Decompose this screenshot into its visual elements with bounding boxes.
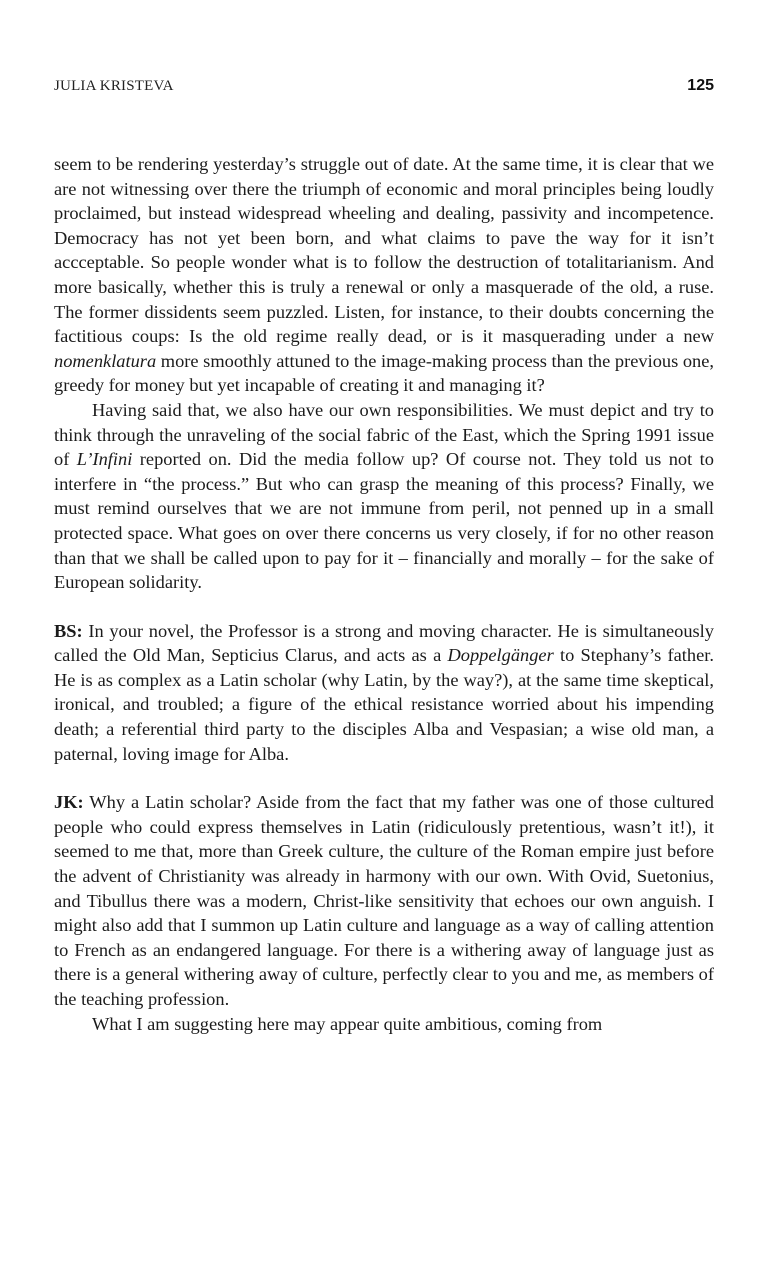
paragraph-continuation (54, 152, 714, 398)
page-number: 125 (687, 77, 714, 94)
speaker-label: JK: (54, 792, 84, 813)
journal-title: L’Infini (76, 449, 133, 470)
paragraph-text: Having said that, we also have our own responsibilities. We must depict and try to think through the unraveling of the social fabric of the East, which the Spring 1991 issue of (54, 399, 714, 470)
question-bs (54, 619, 714, 767)
italic-term: Doppelgänger (447, 645, 554, 666)
body-text (54, 152, 714, 1036)
paragraph-responsibilities (54, 398, 714, 595)
paragraph-text: to Stephany’s father. He is as complex as a Latin scholar (why Latin, by the way?), at the same time skeptical, ironical, and troubled; a figure of the ethical resistance worried about his impending death; a referential third party to the disciples Alba and Vespasian; a wise old man, a paternal, loving image for Alba. (54, 645, 714, 764)
speaker-label: BS: (54, 620, 83, 641)
italic-term: nomenklatura (54, 350, 157, 371)
paragraph-text: Why a Latin scholar? Aside from the fact that my father was one of those cultured people who could express themselves in Latin (ridiculously pretentious, wasn’t it!), it seemed to me that, more than Greek culture, the culture of the Roman empire just before the advent of Christianity was already in harmony with our own. With Ovid, Suetonius, and Tibullus there was a modern, Christ-like sensitivity that echoes our own anguish. I might also add that I summon up Latin culture and language as a way of calling attention to French as an endangered language. For there is a withering away of language just as there is a general withering away of culture, perfectly clear to you and me, as members of the teaching profession. (54, 792, 714, 1009)
answer-jk (54, 790, 714, 1011)
paragraph-text: In your novel, the Professor is a strong and moving character. He is simultaneously called the Old Man, Septicius Clarus, and acts as a (54, 620, 714, 666)
running-head (54, 78, 714, 100)
paragraph-text: seem to be rendering yesterday’s struggle out of date. At the same time, it is clear that we are not witnessing over there the triumph of economic and moral principles being loudly proclaimed, but instead widespread wheeling and dealing, passivity and incompetence. Democracy has not yet been born, and what claims to pave the way for it isn’t accceptable. So people wonder what is to follow the destruction of totalitarianism. And more basically, whether this is truly a renewal or only a masquerade of the old, a ruse. The former dissidents seem puzzled. Listen, for instance, to their doubts concerning the factitious coups: Is the old regime really dead, or is it masquerading under a new (54, 154, 714, 347)
running-title: JULIA KRISTEVA (54, 78, 174, 94)
paragraph-text: more smoothly attuned to the image-making process than the previous one, greedy for money but yet incapable of creating it and managing it? (54, 350, 714, 396)
paragraph-final (54, 1012, 714, 1037)
paragraph-text: reported on. Did the media follow up? Of course not. They told us not to interfere in “the process.” But who can grasp the meaning of this process? Finally, we must remind ourselves that we are not immune from peril, not penned up in a small protected space. What goes on over there concerns us very closely, if for no other reason than that we shall be called upon to pay for it – financially and morally – for the sake of European solidarity. (54, 449, 714, 593)
paragraph-text: What I am suggesting here may appear quite ambitious, coming from (92, 1013, 603, 1034)
